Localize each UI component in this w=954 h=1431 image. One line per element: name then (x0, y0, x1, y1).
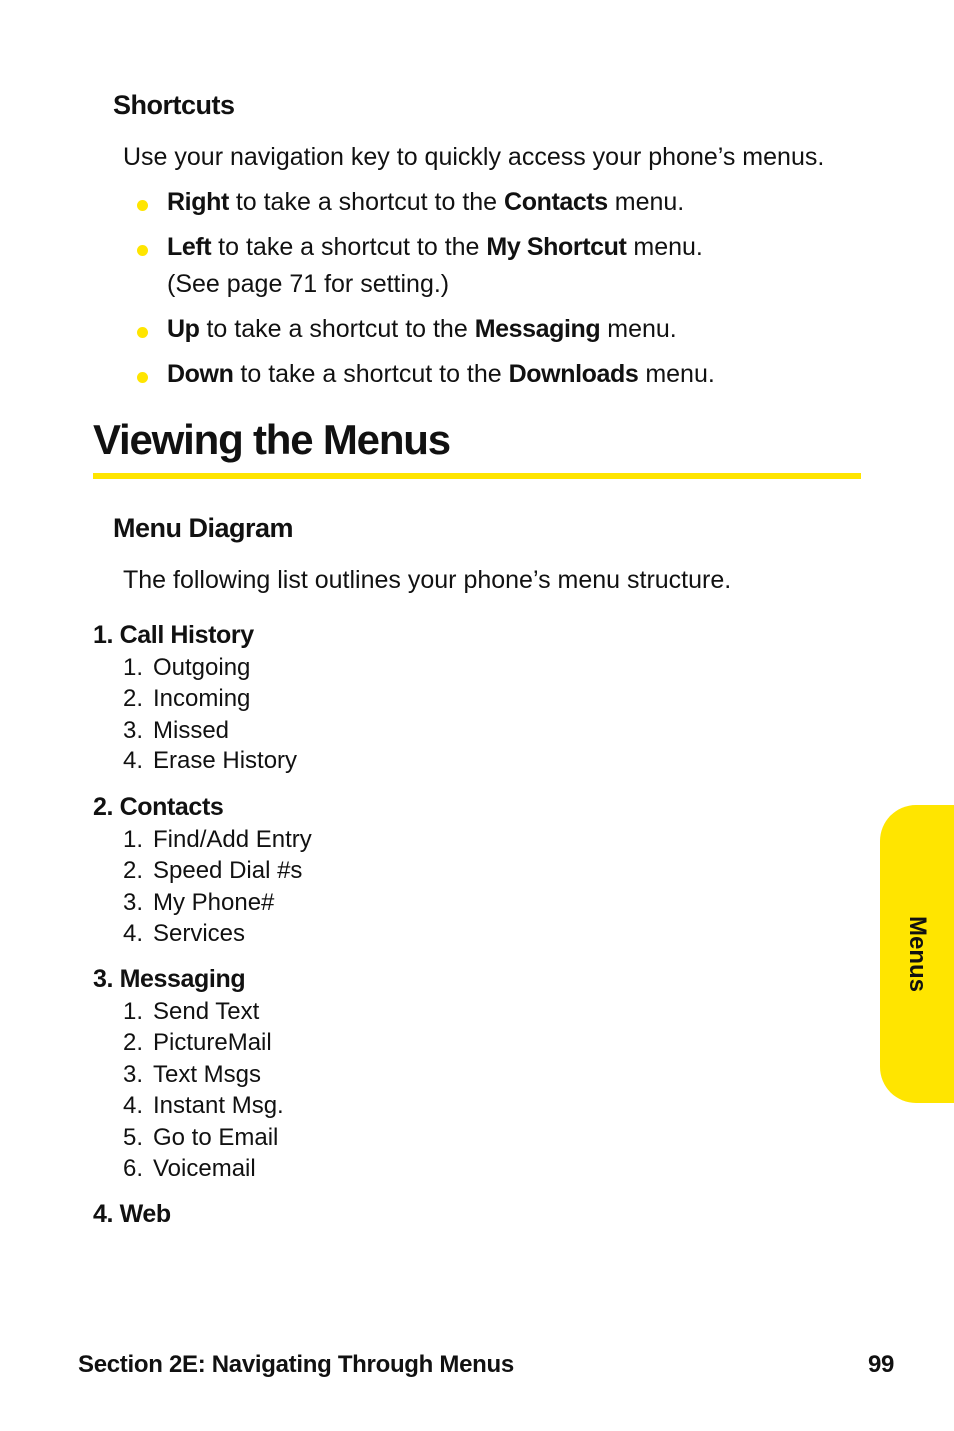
menu-item: 2. Incoming (123, 685, 251, 712)
menu-item: 4. Services (123, 920, 246, 947)
menu-diagram-heading: Menu Diagram (113, 513, 294, 543)
shortcut-key: Right (167, 188, 229, 216)
menu-item: 4. Instant Msg. (123, 1092, 284, 1119)
menu-heading: 3. Messaging (93, 965, 246, 993)
bullet-dot-icon (137, 245, 148, 256)
shortcut-target: My Shortcut (486, 233, 627, 261)
menu-item: 4. Erase History (123, 747, 298, 774)
menu-item: 3. Missed (123, 717, 230, 744)
menu-item: 6. Voicemail (123, 1155, 256, 1182)
footer-section: Section 2E: Navigating Through Menus (78, 1351, 514, 1378)
menu-item: 1. Find/Add Entry (123, 826, 312, 853)
menu-item: 1. Outgoing (123, 654, 251, 681)
menu-heading: 1. Call History (93, 621, 254, 649)
bullet-note: (See page 71 for setting.) (167, 270, 450, 298)
shortcut-target: Downloads (508, 360, 639, 388)
bullet-dot-icon (137, 372, 148, 383)
shortcut-target: Messaging (474, 315, 601, 343)
menu-heading: 2. Contacts (93, 793, 224, 821)
menu-heading: 4. Web (93, 1200, 171, 1228)
menu-item: 5. Go to Email (123, 1124, 279, 1151)
bullet-dot-icon (137, 200, 148, 211)
page-number: 99 (868, 1351, 895, 1378)
shortcut-target: Contacts (504, 188, 608, 216)
side-tab-label: Menus (904, 915, 932, 993)
section-side-tab (880, 805, 954, 1103)
menu-item: 2. Speed Dial #s (123, 857, 303, 884)
menu-item: 1. Send Text (123, 998, 260, 1025)
shortcut-key: Down (167, 360, 234, 388)
menu-item: 3. Text Msgs (123, 1061, 262, 1088)
bullet-dot-icon (137, 327, 148, 338)
menu-item: 3. My Phone# (123, 889, 275, 916)
menu-diagram-intro: The following list outlines your phone’s menu structure. (123, 566, 732, 594)
page-title: Viewing the Menus (93, 416, 450, 463)
shortcut-key: Left (167, 233, 212, 261)
shortcut-key: Up (167, 315, 200, 343)
shortcuts-heading: Shortcuts (113, 90, 235, 120)
title-divider (93, 473, 861, 479)
shortcuts-intro: Use your navigation key to quickly access your phone’s menus. (123, 143, 825, 171)
menu-item: 2. PictureMail (123, 1029, 272, 1056)
